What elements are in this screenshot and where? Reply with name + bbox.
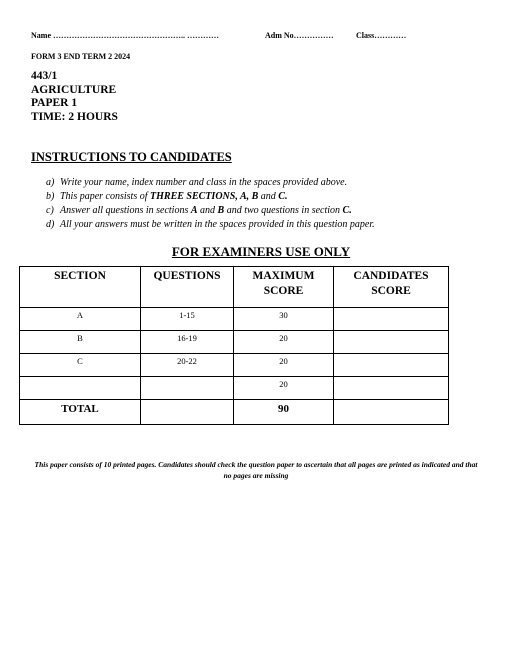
instruction-emphasis: C. [278,191,288,202]
instruction-text-part: Answer all questions in sections [60,205,191,216]
instruction-item [46,190,375,204]
section-cell: C [20,354,141,377]
total-max-score-cell: 90 [234,400,334,425]
max-score-cell: 20 [234,377,334,400]
instruction-marker: c) [46,205,54,216]
instruction-text [60,204,352,218]
questions-cell: 1-15 [141,308,234,331]
maximum-score-header-line1: MAXIMUM [252,270,315,282]
instructions-list [46,176,375,232]
instruction-emphasis: C. [342,205,352,216]
candidates-score-header [334,267,449,308]
candidate-score-cell [334,331,449,354]
exam-series: FORM 3 END TERM 2 2024 [31,52,131,61]
maximum-score-header [234,267,334,308]
instruction-text-part: This paper consists of [60,191,151,202]
instruction-item [46,176,375,190]
section-cell: B [20,331,141,354]
section-header: SECTION [20,267,141,308]
table-row [20,308,449,331]
candidates-score-header-line2: SCORE [371,285,411,297]
instruction-marker: d) [46,219,55,230]
section-cell: A [20,308,141,331]
name-field-label: Name ………………………………………….. ………… [31,31,219,40]
instruction-text: Write your name, index number and class in the spaces provided above. [60,177,348,188]
candidates-score-header-line1: CANDIDATES [353,270,429,282]
table-row [20,354,449,377]
section-cell [20,377,141,400]
total-questions-cell [141,400,234,425]
instruction-text-part: and two questions in section [224,205,343,216]
table-row [20,331,449,354]
class-field-label: Class………… [356,31,407,40]
instruction-text-part: and [258,191,279,202]
score-table [19,266,449,425]
paper-code: 443/1 [31,70,58,82]
max-score-cell: 20 [234,354,334,377]
paper-number: PAPER 1 [31,97,78,109]
candidate-score-cell [334,308,449,331]
examiners-use-heading [0,244,510,260]
table-row [20,377,449,400]
max-score-cell: 30 [234,308,334,331]
max-score-cell: 20 [234,331,334,354]
questions-header: QUESTIONS [141,267,234,308]
maximum-score-header-line2: SCORE [263,285,304,297]
paper-info-block [31,70,118,124]
questions-cell: 20-22 [141,354,234,377]
page-count-note: This paper consists of 10 printed pages. Candidates should check the question paper to ascertain that all pages are printed as indicated and that no pages are missing [34,460,478,480]
instruction-item [46,204,375,218]
questions-cell [141,377,234,400]
candidate-score-cell [334,377,449,400]
instructions-heading: INSTRUCTIONS TO CANDIDATES [31,150,232,164]
candidate-score-cell [334,354,449,377]
total-row [20,400,449,425]
instruction-text: All your answers must be written in the spaces provided in this question paper. [60,219,375,230]
time-allowed: TIME: 2 HOURS [31,110,118,123]
instruction-marker: a) [46,177,55,188]
instruction-emphasis: B [217,205,225,216]
questions-cell: 16-19 [141,331,234,354]
total-candidate-score-cell [334,400,449,425]
adm-no-field-label: Adm No…………… [265,31,334,40]
examiners-use-heading-text: FOR EXAMINERS USE ONLY [171,244,351,259]
instruction-emphasis: A [190,205,198,216]
candidate-details-line [31,31,406,40]
subject-title: AGRICULTURE [31,83,117,96]
instruction-text-part: and [197,205,218,216]
instruction-text [60,190,287,204]
instruction-item [46,218,375,232]
total-label-cell: TOTAL [20,400,141,425]
instruction-emphasis: THREE SECTIONS, A, B [150,191,259,202]
table-header-row [20,267,449,308]
instruction-marker: b) [46,191,55,202]
